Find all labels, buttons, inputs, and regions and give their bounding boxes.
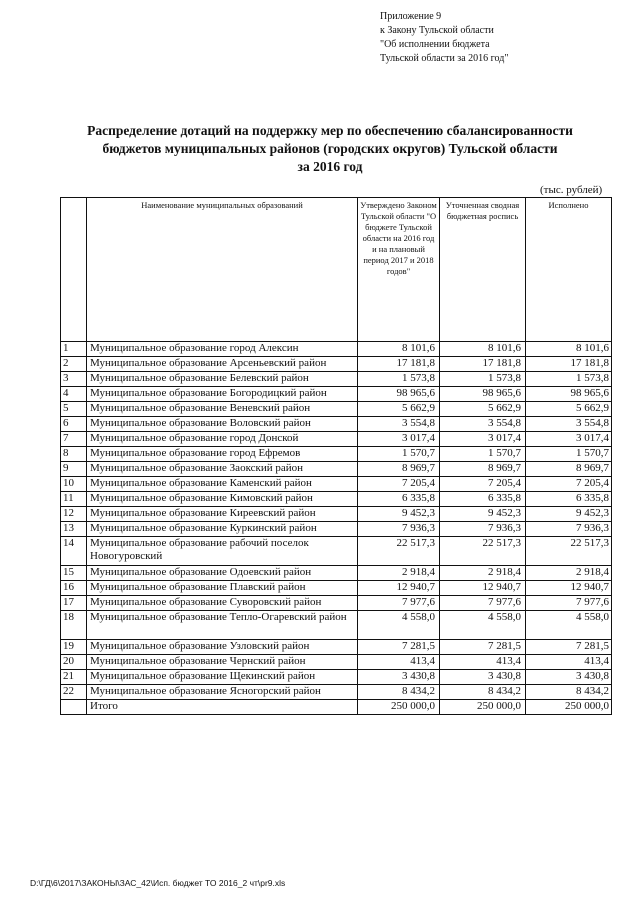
cell-approved: 3 430,8 — [358, 670, 440, 685]
table-row — [61, 477, 612, 492]
cell-executed: 17 181,8 — [526, 357, 612, 372]
cell-approved: 7 281,5 — [358, 640, 440, 655]
cell-revised: 3 554,8 — [440, 417, 526, 432]
table-row — [61, 447, 612, 462]
cell-num: 9 — [61, 462, 87, 477]
cell-approved: 3 554,8 — [358, 417, 440, 432]
cell-name: Муниципальное образование Щекинский район — [87, 670, 358, 685]
cell-num: 11 — [61, 492, 87, 507]
cell-revised: 6 335,8 — [440, 492, 526, 507]
cell-name: Итого — [87, 700, 358, 715]
cell-revised: 98 965,6 — [440, 387, 526, 402]
cell-name: Муниципальное образование Кимовский район — [87, 492, 358, 507]
cell-num: 13 — [61, 522, 87, 537]
cell-approved: 8 101,6 — [358, 342, 440, 357]
cell-name: Муниципальное образование Узловский район — [87, 640, 358, 655]
cell-num: 5 — [61, 402, 87, 417]
cell-revised: 8 101,6 — [440, 342, 526, 357]
table-row — [61, 417, 612, 432]
cell-approved: 1 570,7 — [358, 447, 440, 462]
cell-name: Муниципальное образование Одоевский район — [87, 566, 358, 581]
cell-num: 2 — [61, 357, 87, 372]
cell-revised: 413,4 — [440, 655, 526, 670]
cell-name: Муниципальное образование Воловский район — [87, 417, 358, 432]
cell-executed: 7 205,4 — [526, 477, 612, 492]
cell-executed: 250 000,0 — [526, 700, 612, 715]
cell-revised: 250 000,0 — [440, 700, 526, 715]
header-revised: Уточненная сводная бюджетная роспись — [440, 198, 526, 342]
cell-name: Муниципальное образование Чернский район — [87, 655, 358, 670]
cell-executed: 22 517,3 — [526, 537, 612, 566]
cell-executed: 7 936,3 — [526, 522, 612, 537]
cell-num: 19 — [61, 640, 87, 655]
cell-revised: 7 205,4 — [440, 477, 526, 492]
cell-approved: 7 936,3 — [358, 522, 440, 537]
table-row — [61, 685, 612, 700]
table-row — [61, 655, 612, 670]
cell-name: Муниципальное образование рабочий поселок Новогуровский — [87, 537, 358, 566]
cell-num: 10 — [61, 477, 87, 492]
cell-num: 16 — [61, 581, 87, 596]
cell-approved: 8 969,7 — [358, 462, 440, 477]
cell-num: 4 — [61, 387, 87, 402]
cell-revised: 3 430,8 — [440, 670, 526, 685]
cell-revised: 12 940,7 — [440, 581, 526, 596]
cell-num: 20 — [61, 655, 87, 670]
cell-name: Муниципальное образование Плавский район — [87, 581, 358, 596]
table-body — [61, 342, 612, 715]
cell-revised: 8 434,2 — [440, 685, 526, 700]
table-row — [61, 387, 612, 402]
cell-executed: 8 101,6 — [526, 342, 612, 357]
cell-approved: 22 517,3 — [358, 537, 440, 566]
cell-num: 8 — [61, 447, 87, 462]
cell-executed: 413,4 — [526, 655, 612, 670]
cell-name: Муниципальное образование Каменский район — [87, 477, 358, 492]
table-row — [61, 611, 612, 640]
header-approved: Утверждено Законом Тульской области "О бюджете Тульской области на 2016 год и на плановый период 2017 и 2018 годов" — [358, 198, 440, 342]
cell-name: Муниципальное образование Богородицкий район — [87, 387, 358, 402]
cell-num: 12 — [61, 507, 87, 522]
cell-approved: 7 205,4 — [358, 477, 440, 492]
cell-revised: 3 017,4 — [440, 432, 526, 447]
cell-revised: 7 977,6 — [440, 596, 526, 611]
cell-num: 21 — [61, 670, 87, 685]
cell-name: Муниципальное образование Веневский район — [87, 402, 358, 417]
table-row — [61, 462, 612, 477]
table-row — [61, 432, 612, 447]
cell-num: 3 — [61, 372, 87, 387]
appendix-note — [380, 10, 620, 66]
header-name: Наименование муниципальных образований — [87, 198, 358, 342]
cell-num: 15 — [61, 566, 87, 581]
cell-revised: 22 517,3 — [440, 537, 526, 566]
table-row — [61, 402, 612, 417]
cell-revised: 2 918,4 — [440, 566, 526, 581]
table-row — [61, 640, 612, 655]
cell-revised: 9 452,3 — [440, 507, 526, 522]
cell-revised: 1 570,7 — [440, 447, 526, 462]
cell-num — [61, 700, 87, 715]
cell-approved: 4 558,0 — [358, 611, 440, 640]
table-total-row — [61, 700, 612, 715]
cell-executed: 3 554,8 — [526, 417, 612, 432]
document-title — [60, 122, 600, 176]
appendix-line-3: "Об исполнении бюджета — [380, 39, 490, 50]
cell-revised: 7 936,3 — [440, 522, 526, 537]
table-row — [61, 372, 612, 387]
table-row — [61, 522, 612, 537]
title-line-3: за 2016 год — [297, 159, 363, 174]
cell-name: Муниципальное образование Заокский район — [87, 462, 358, 477]
header-executed: Исполнено — [526, 198, 612, 342]
cell-approved: 6 335,8 — [358, 492, 440, 507]
table-row — [61, 670, 612, 685]
cell-num: 18 — [61, 611, 87, 640]
appendix-line-4: Тульской области за 2016 год" — [380, 53, 509, 64]
appendix-line-2: к Закону Тульской области — [380, 25, 494, 36]
cell-approved: 5 662,9 — [358, 402, 440, 417]
file-path-footer: D:\ГД\6\2017\ЗАКОНЫ\ЗАС_42\Исп. бюджет ТО 2016_2 чт\pr9.xls — [30, 878, 286, 888]
cell-revised: 4 558,0 — [440, 611, 526, 640]
cell-executed: 4 558,0 — [526, 611, 612, 640]
cell-approved: 250 000,0 — [358, 700, 440, 715]
cell-approved: 17 181,8 — [358, 357, 440, 372]
appendix-line-1: Приложение 9 — [380, 11, 442, 22]
table-row — [61, 492, 612, 507]
table-row — [61, 537, 612, 566]
table-row — [61, 342, 612, 357]
cell-num: 7 — [61, 432, 87, 447]
cell-name: Муниципальное образование Арсеньевский район — [87, 357, 358, 372]
cell-num: 6 — [61, 417, 87, 432]
cell-name: Муниципальное образование город Донской — [87, 432, 358, 447]
cell-approved: 9 452,3 — [358, 507, 440, 522]
cell-approved: 2 918,4 — [358, 566, 440, 581]
table-row — [61, 507, 612, 522]
cell-executed: 5 662,9 — [526, 402, 612, 417]
cell-name: Муниципальное образование Куркинский район — [87, 522, 358, 537]
cell-executed: 9 452,3 — [526, 507, 612, 522]
cell-revised: 8 969,7 — [440, 462, 526, 477]
cell-num: 14 — [61, 537, 87, 566]
cell-executed: 6 335,8 — [526, 492, 612, 507]
cell-name: Муниципальное образование город Ефремов — [87, 447, 358, 462]
cell-num: 1 — [61, 342, 87, 357]
cell-executed: 8 969,7 — [526, 462, 612, 477]
cell-executed: 3 017,4 — [526, 432, 612, 447]
cell-num: 17 — [61, 596, 87, 611]
cell-executed: 1 570,7 — [526, 447, 612, 462]
cell-approved: 413,4 — [358, 655, 440, 670]
cell-executed: 7 977,6 — [526, 596, 612, 611]
cell-name: Муниципальное образование Белевский район — [87, 372, 358, 387]
cell-approved: 98 965,6 — [358, 387, 440, 402]
cell-revised: 7 281,5 — [440, 640, 526, 655]
cell-executed: 2 918,4 — [526, 566, 612, 581]
cell-name: Муниципальное образование Тепло-Огаревский район — [87, 611, 358, 640]
cell-approved: 3 017,4 — [358, 432, 440, 447]
cell-num: 22 — [61, 685, 87, 700]
subsidy-table — [60, 197, 612, 715]
units-label: (тыс. рублей) — [540, 184, 603, 196]
title-line-2: бюджетов муниципальных районов (городских округов) Тульской области — [102, 141, 558, 156]
cell-approved: 7 977,6 — [358, 596, 440, 611]
cell-executed: 7 281,5 — [526, 640, 612, 655]
table-row — [61, 357, 612, 372]
cell-approved: 8 434,2 — [358, 685, 440, 700]
table-row — [61, 581, 612, 596]
cell-revised: 5 662,9 — [440, 402, 526, 417]
cell-name: Муниципальное образование город Алексин — [87, 342, 358, 357]
title-line-1: Распределение дотаций на поддержку мер по обеспечению сбалансированности — [87, 123, 573, 138]
table-row — [61, 566, 612, 581]
cell-executed: 98 965,6 — [526, 387, 612, 402]
header-num — [61, 198, 87, 342]
cell-executed: 3 430,8 — [526, 670, 612, 685]
cell-approved: 12 940,7 — [358, 581, 440, 596]
cell-executed: 12 940,7 — [526, 581, 612, 596]
cell-approved: 1 573,8 — [358, 372, 440, 387]
cell-name: Муниципальное образование Суворовский район — [87, 596, 358, 611]
table-header-row — [61, 198, 612, 342]
cell-revised: 1 573,8 — [440, 372, 526, 387]
cell-name: Муниципальное образование Ясногорский район — [87, 685, 358, 700]
cell-name: Муниципальное образование Киреевский район — [87, 507, 358, 522]
cell-executed: 1 573,8 — [526, 372, 612, 387]
cell-executed: 8 434,2 — [526, 685, 612, 700]
cell-revised: 17 181,8 — [440, 357, 526, 372]
table-row — [61, 596, 612, 611]
